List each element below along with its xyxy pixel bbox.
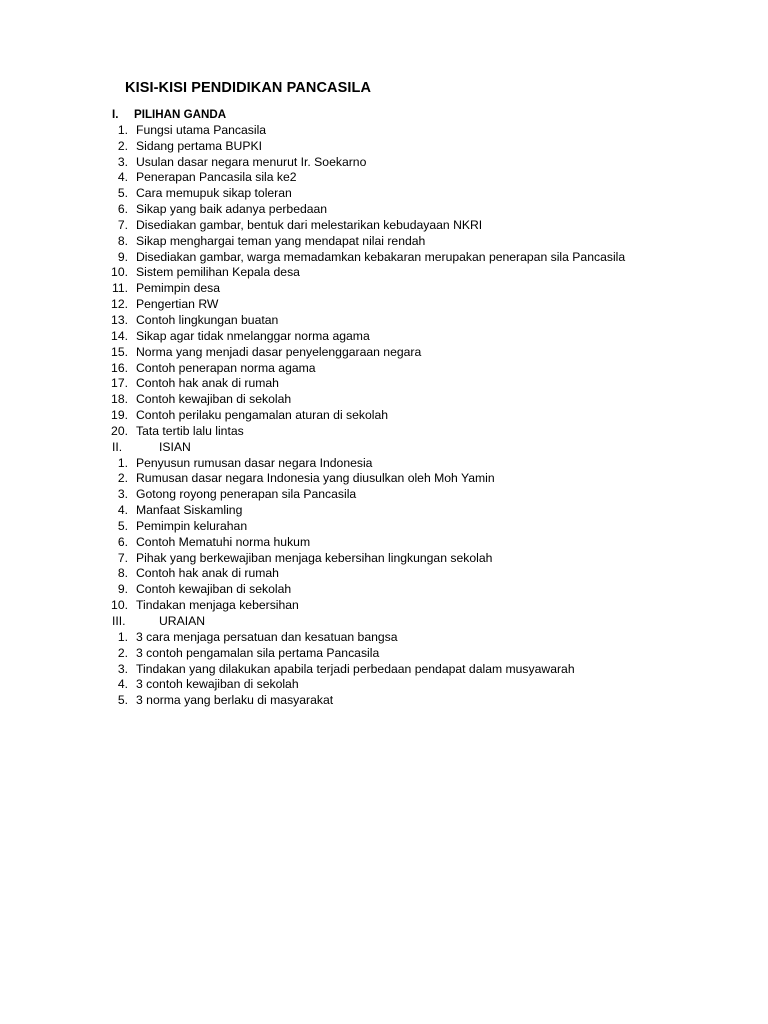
item-number: 20. (111, 423, 128, 438)
item-number: 3. (117, 154, 128, 169)
list-item (0, 345, 768, 361)
item-text: Cara memupuk sikap toleran (136, 186, 292, 201)
item-number: 18. (111, 392, 128, 407)
item-number: 8. (117, 233, 128, 248)
section-numeral: III. (112, 614, 126, 628)
list-item (0, 297, 768, 313)
item-text: Contoh perilaku pengamalan aturan di sekolah (136, 408, 389, 423)
item-text: 3 contoh kewajiban di sekolah (136, 677, 299, 692)
list-item (0, 535, 768, 551)
list-item (0, 281, 768, 297)
item-number: 6. (117, 534, 128, 549)
item-number: 3. (117, 661, 128, 676)
item-text: Tindakan menjaga kebersihan (136, 598, 299, 613)
item-number: 1. (117, 629, 128, 644)
list-item (0, 123, 768, 139)
section-title: URAIAN (159, 614, 206, 628)
list-item (0, 250, 768, 266)
list-item (0, 392, 768, 408)
item-number: 4. (117, 170, 128, 185)
item-text: Contoh lingkungan buatan (136, 312, 279, 327)
item-text: Sidang pertama BUPKI (136, 138, 263, 153)
item-number: 7. (117, 217, 128, 232)
item-number: 6. (117, 202, 128, 217)
list-item (0, 582, 768, 598)
item-text: Sikap agar tidak nmelanggar norma agama (136, 328, 370, 343)
list-item (0, 566, 768, 582)
item-text: Disediakan gambar, warga memadamkan kebakaran merupakan penerapan sila Pancasila (136, 249, 626, 264)
item-text: Rumusan dasar negara Indonesia yang diusulkan oleh Moh Yamin (136, 471, 495, 486)
item-number: 8. (117, 566, 128, 581)
item-number: 4. (117, 503, 128, 518)
list-item (0, 313, 768, 329)
item-text: Contoh penerapan norma agama (136, 360, 316, 375)
item-text: Usulan dasar negara menurut Ir. Soekarno (136, 154, 367, 169)
list-item (0, 186, 768, 202)
item-number: 16. (111, 360, 128, 375)
item-text: Tata tertib lalu lintas (136, 423, 244, 438)
item-text: Contoh hak anak di rumah (136, 376, 279, 391)
item-number: 5. (117, 186, 128, 201)
item-number: 1. (117, 122, 128, 137)
section-title: ISIAN (159, 439, 191, 454)
item-number: 2. (117, 471, 128, 486)
list-item (0, 376, 768, 392)
list-item (0, 424, 768, 440)
item-text: Contoh Mematuhi norma hukum (136, 534, 311, 549)
list-item (0, 408, 768, 424)
section-heading (0, 440, 768, 456)
question-outline (0, 107, 768, 709)
list-item (0, 519, 768, 535)
item-text: 3 norma yang berlaku di masyarakat (136, 693, 334, 708)
list-item (0, 329, 768, 345)
item-number: 19. (111, 408, 128, 423)
list-item (0, 456, 768, 472)
item-number: 10. (111, 265, 128, 280)
item-text: Fungsi utama Pancasila (136, 122, 267, 137)
item-number: 3. (117, 487, 128, 502)
item-number: 15. (111, 344, 128, 359)
item-number: 5. (117, 693, 128, 708)
section-title: PILIHAN GANDA (134, 108, 227, 121)
item-text: Contoh kewajiban di sekolah (136, 392, 292, 407)
list-item (0, 265, 768, 281)
item-text: Sikap menghargai teman yang mendapat nilai rendah (136, 233, 426, 248)
item-text: 3 cara menjaga persatuan dan kesatuan bangsa (136, 629, 398, 644)
item-number: 12. (111, 297, 128, 312)
item-number: 2. (117, 645, 128, 660)
list-item (0, 487, 768, 503)
list-item (0, 693, 768, 709)
item-text: Gotong royong penerapan sila Pancasila (136, 487, 357, 502)
item-text: Pemimpin desa (136, 281, 220, 296)
list-item (0, 503, 768, 519)
section-heading (0, 614, 768, 630)
item-number: 10. (111, 598, 128, 613)
item-text: Manfaat Siskamling (136, 503, 243, 518)
item-number: 7. (117, 550, 128, 565)
item-text: Pemimpin kelurahan (136, 518, 248, 533)
list-item (0, 662, 768, 678)
item-text: Penerapan Pancasila sila ke2 (136, 170, 297, 185)
item-number: 1. (117, 455, 128, 470)
item-text: Pengertian RW (136, 297, 219, 312)
list-item (0, 471, 768, 487)
list-item (0, 202, 768, 218)
list-item (0, 139, 768, 155)
item-number: 5. (117, 518, 128, 533)
item-text: Penyusun rumusan dasar negara Indonesia (136, 455, 373, 470)
list-item (0, 598, 768, 614)
list-item (0, 218, 768, 234)
item-text: Norma yang menjadi dasar penyelenggaraan negara (136, 344, 422, 359)
item-number: 4. (117, 677, 128, 692)
item-number: 9. (117, 582, 128, 597)
list-item (0, 646, 768, 662)
item-text: Pihak yang berkewajiban menjaga kebersihan lingkungan sekolah (136, 550, 493, 565)
section-numeral: I. (112, 108, 119, 121)
item-number: 13. (111, 312, 128, 327)
list-item (0, 677, 768, 693)
item-text: Disediakan gambar, bentuk dari melestarikan kebudayaan NKRI (136, 217, 483, 232)
list-item (0, 551, 768, 567)
list-item (0, 234, 768, 250)
list-item (0, 361, 768, 377)
item-number: 17. (111, 376, 128, 391)
item-number: 11. (111, 281, 128, 296)
list-item (0, 630, 768, 646)
item-text: Contoh hak anak di rumah (136, 566, 279, 581)
list-item (0, 170, 768, 186)
section-heading (0, 107, 768, 123)
section-numeral: II. (112, 439, 123, 454)
item-number: 2. (117, 138, 128, 153)
item-number: 14. (111, 328, 128, 343)
item-number: 9. (117, 249, 128, 264)
list-item (0, 155, 768, 171)
item-text: Tindakan yang dilakukan apabila terjadi perbedaan pendapat dalam musyawarah (136, 661, 575, 676)
item-text: 3 contoh pengamalan sila pertama Pancasila (136, 645, 380, 660)
document-title: KISI-KISI PENDIDIKAN PANCASILA (125, 80, 372, 96)
item-text: Sikap yang baik adanya perbedaan (136, 202, 328, 217)
item-text: Sistem pemilihan Kepala desa (136, 265, 300, 280)
item-text: Contoh kewajiban di sekolah (136, 582, 292, 597)
